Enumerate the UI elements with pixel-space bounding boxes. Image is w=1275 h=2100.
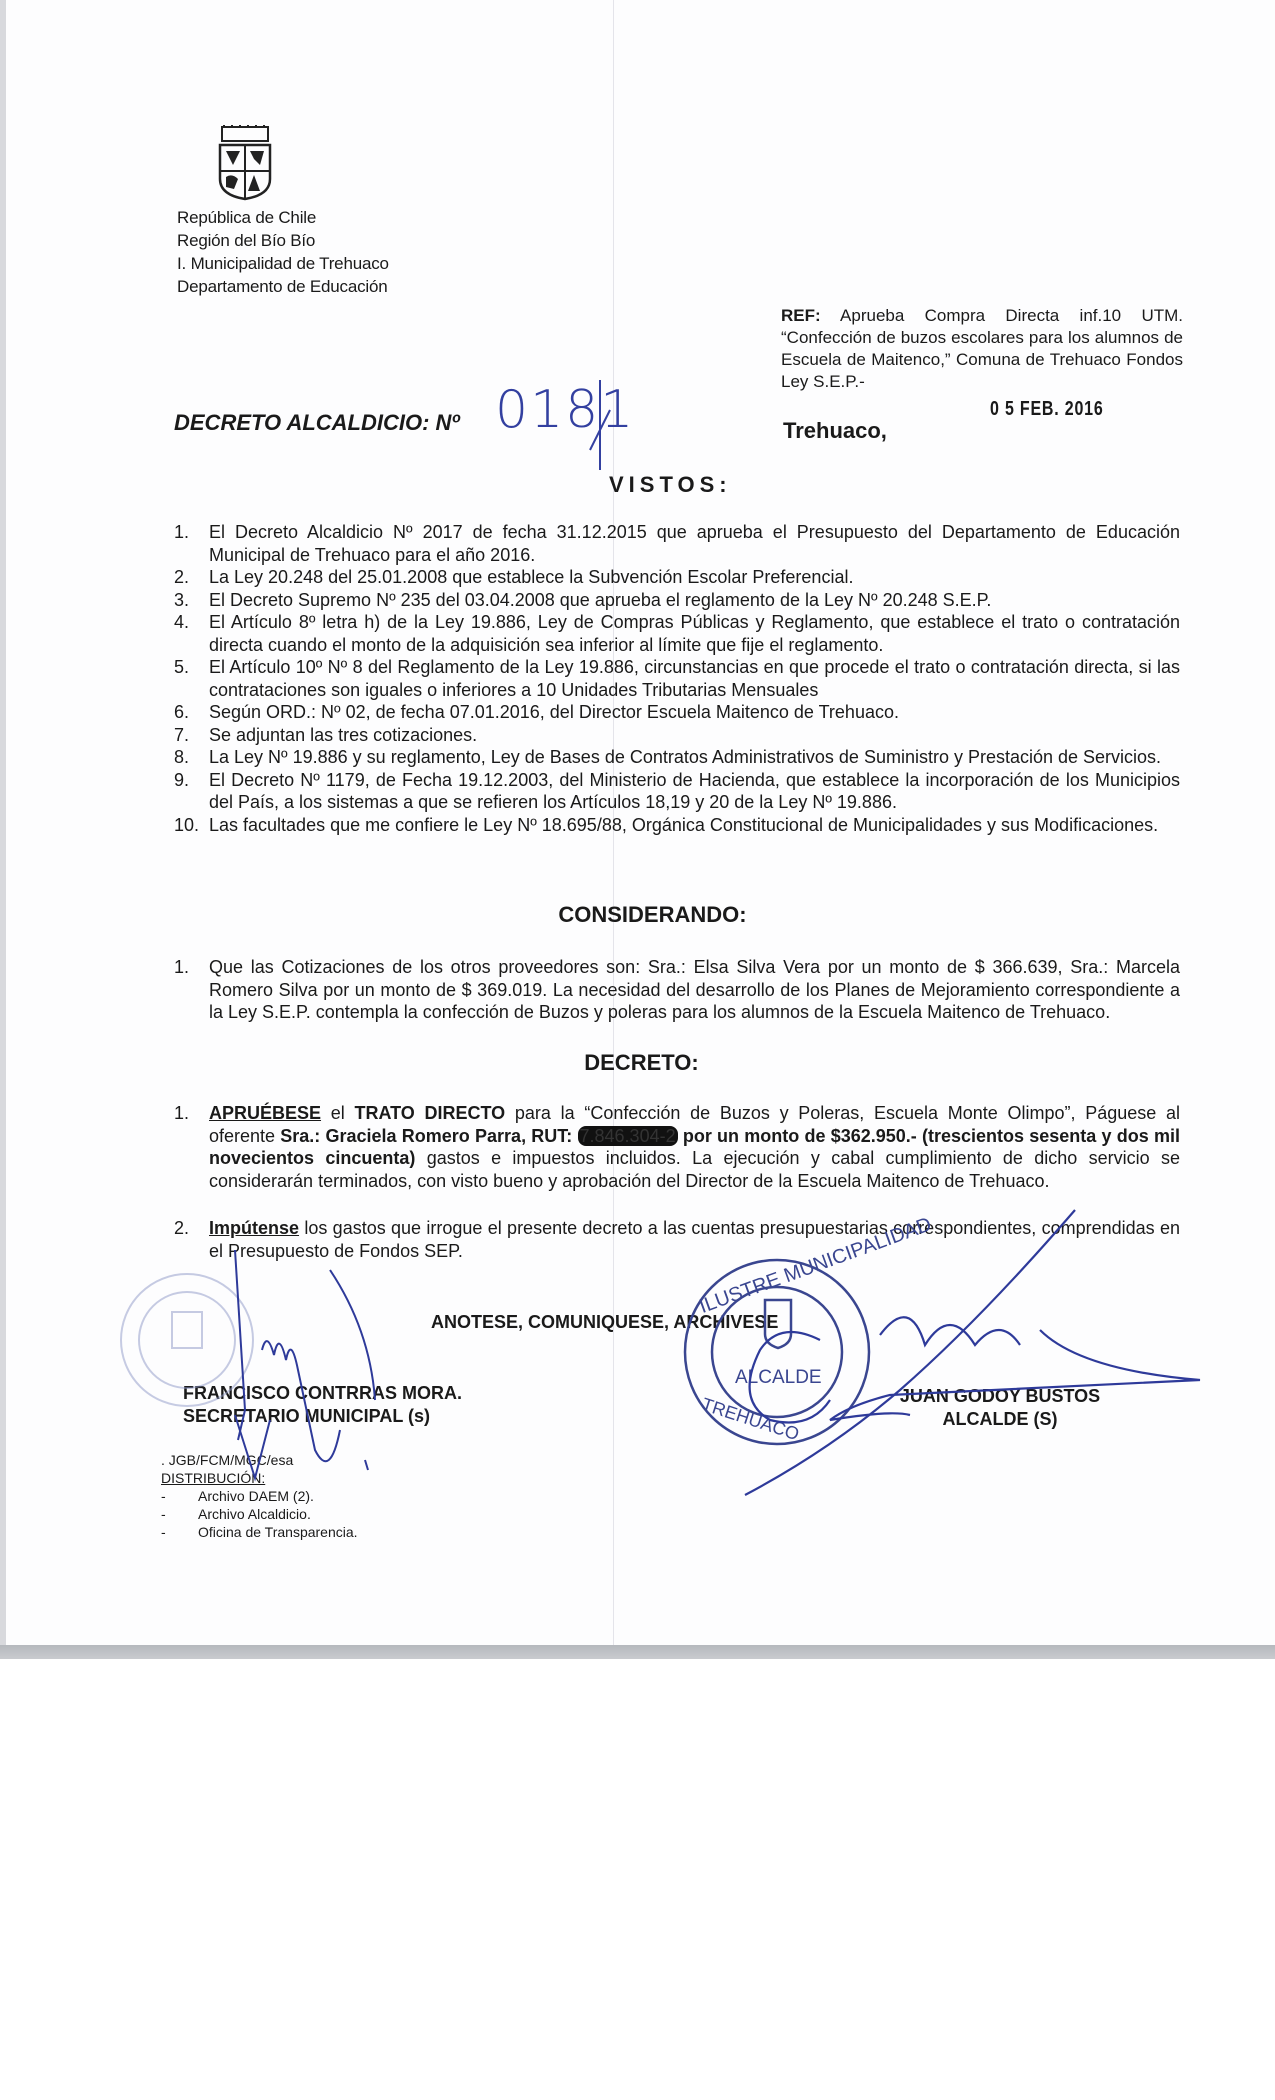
- text: gastos e impuestos incluidos. La ejecución y cabal cumplimiento de dicho servicio se considerarán terminados, con visto bueno y aprobación del Director de la Escuela Maitenco de Trehuaco.: [209, 1148, 1180, 1191]
- list-item: 2. La Ley 20.248 del 25.01.2008 que establece la Subvención Escolar Preferencial.: [174, 567, 854, 587]
- item-text: El Artículo 10º Nº 8 del Reglamento de la Ley 19.886, circunstancias en que procede el trato o contratación directa, si las contrataciones son iguales o inferiores a 10 Unidades Tributarias Mensuales: [209, 657, 1180, 700]
- list-item: 1. APRUÉBESE el TRATO DIRECTO para la “Confección de Buzos y Poleras, Escuela Monte Olimpo”, Páguese al oferente Sra.: Graciela Romero Parra, RUT: 7.846.304-2 por un monto de $362.950.- (trescientos sesenta y dos mil novecientos cincuenta) gastos e impuestos incluidos. La ejecución y cabal cumplimiento de dicho servicio se considerarán terminados, con visto bueno y aprobación del Director de la Escuela Maitenco de Trehuaco.: [174, 1103, 1180, 1191]
- signatory-title: ALCALDE (S): [942, 1409, 1058, 1429]
- considerando-heading: CONSIDERANDO:: [558, 902, 747, 927]
- header-line: Departamento de Educación: [177, 277, 388, 296]
- list-item: 6. Según ORD.: Nº 02, de fecha 07.01.2016, del Director Escuela Maitenco de Trehuaco.: [174, 702, 899, 722]
- list-item: 4. El Artículo 8º letra h) de la Ley 19.886, Ley de Compras Públicas y Reglamento, que establece el trato o contratación directa cuando el monto de la adquisición sea inferior al límite que fije el reglamento.: [174, 612, 1180, 655]
- text: por un monto de $362.950.- (trescientos sesenta y dos mil novecientos cincuenta): [209, 1125, 1180, 1168]
- item-text: Según ORD.: Nº 02, de fecha 07.01.2016, del Director Escuela Maitenco de Trehuaco.: [209, 702, 899, 722]
- reference-block: [781, 305, 1183, 393]
- distribution-item: Archivo DAEM (2).: [198, 1488, 314, 1504]
- vistos-list: [174, 521, 1180, 836]
- list-item: 8. La Ley Nº 19.886 y su reglamento, Ley de Bases de Contratos Administrativos de Suministro y Prestación de Servicios.: [174, 747, 1162, 767]
- ref-label: REF:: [781, 306, 821, 325]
- distribution-label: DISTRIBUCIÓN:: [161, 1470, 266, 1486]
- distribution-item: Oficina de Transparencia.: [198, 1524, 358, 1540]
- handwritten-decree-number: 0181: [495, 380, 636, 440]
- right-signatory: [880, 1385, 1120, 1431]
- item-text: El Decreto Supremo Nº 235 del 03.04.2008 que aprueba el reglamento de la Ley Nº 20.248 S.E.P.: [209, 589, 992, 610]
- item-text: La Ley Nº 19.886 y su reglamento, Ley de Bases de Contratos Administrativos de Suministro y Prestación de Servicios.: [209, 747, 1162, 767]
- ref-text: Aprueba Compra Directa inf.10 UTM. “Confección de buzos escolares para los alumnos de Escuela de Maitenco,” Comuna de Trehuaco Fondos Ley S.E.P.-: [781, 306, 1183, 391]
- signatory-name: FRANCISCO CONTRRAS MORA.: [183, 1383, 462, 1403]
- list-item: 9. El Decreto Nº 1179, de Fecha 19.12.2003, del Ministerio de Hacienda, que establece la incorporación de los Municipios del País, a los sistemas a que se refieren los Artículos 18,19 y 20 de la Ley Nº 19.886.: [174, 769, 1180, 812]
- redacted-rut: 7.846.304-2: [579, 1125, 676, 1146]
- coat-of-arms-logo: [214, 125, 276, 201]
- item-text: El Artículo 8º letra h) de la Ley 19.886, Ley de Compras Públicas y Reglamento, que establece el trato o contratación directa cuando el monto de la adquisición sea inferior al límite que fije el reglamento.: [209, 612, 1180, 655]
- item-text: Las facultades que me confiere le Ley Nº 18.695/88, Orgánica Constitucional de Municipalidades y sus Modificaciones.: [209, 814, 1159, 835]
- decreto-list: [174, 1102, 1180, 1262]
- vistos-heading: VISTOS:: [609, 472, 732, 497]
- scan-edge: [0, 1645, 1275, 1659]
- left-signatory: [183, 1382, 462, 1428]
- signatory-title: SECRETARIO MUNICIPAL (s): [183, 1406, 431, 1426]
- decreto-heading: DECRETO:: [584, 1050, 699, 1075]
- place: Trehuaco,: [783, 418, 887, 443]
- header-line: Región del Bío Bío: [177, 231, 316, 250]
- issuer-header: [177, 206, 389, 298]
- stamp-ring-text: ILUSTRE MUNICIPALIDAD: [696, 1213, 935, 1318]
- list-item: 1. Que las Cotizaciones de los otros proveedores son: Sra.: Elsa Silva Vera por un monto de $ 366.639, Sra.: Marcela Romero Silva por un monto de $ 369.019. La necesidad del desarrollo de los Planes de Mejoramiento correspondiente a la Ley S.E.P. contempla la confección de Buzos y poleras para los alumnos de la Escuela Maitenco de Trehuaco.: [174, 957, 1180, 1022]
- signatory-name: JUAN GODOY BUSTOS: [899, 1386, 1101, 1406]
- text: para la “Confección de Buzos y Poleras, Escuela Monte Olimpo”, Páguese al oferente: [209, 1103, 1180, 1146]
- initials: . JGB/FCM/MGC/esa: [161, 1452, 294, 1468]
- list-item: 10. Las facultades que me confiere le Ley Nº 18.695/88, Orgánica Constitucional de Municipalidades y sus Modificaciones.: [174, 814, 1159, 835]
- list-item: 7. Se adjuntan las tres cotizaciones.: [174, 724, 478, 745]
- list-item: 2. Impútense los gastos que irrogue el presente decreto a las cuentas presupuestarias correspondientes, comprendidas en el Presupuesto de Fondos SEP.: [174, 1218, 1180, 1261]
- text: el: [321, 1103, 355, 1123]
- date-stamp: 0 5 FEB. 2016: [990, 398, 1104, 420]
- stamp-center-text: ALCALDE: [735, 1367, 822, 1388]
- item-text: El Decreto Alcaldicio Nº 2017 de fecha 31.12.2015 que aprueba el Presupuesto del Departamento de Educación Municipal de Trehuaco para el año 2016.: [209, 522, 1180, 565]
- item-text: Se adjuntan las tres cotizaciones.: [209, 724, 478, 745]
- text: los gastos que irrogue el presente decreto a las cuentas presupuestarias correspondientes, comprendidas en el Presupuesto de Fondos SEP.: [209, 1218, 1180, 1261]
- footer: . JGB/FCM/MGC/esa DISTRIBUCIÓN: - Archivo DAEM (2). - Archivo Alcaldicio. - Oficina de Transparencia.: [161, 1452, 358, 1540]
- header-line: República de Chile: [177, 208, 317, 227]
- text: TRATO DIRECTO: [354, 1103, 506, 1123]
- considerando-list: [174, 956, 1180, 1024]
- item-text: La Ley 20.248 del 25.01.2008 que establece la Subvención Escolar Preferencial.: [209, 567, 854, 587]
- verb: Impútense: [209, 1218, 300, 1238]
- stamp-bottom-text: TREHUACO: [699, 1393, 802, 1445]
- list-item: 3. El Decreto Supremo Nº 235 del 03.04.2008 que aprueba el reglamento de la Ley Nº 20.248 S.E.P.: [174, 589, 992, 610]
- closing-formula: ANOTESE, COMUNIQUESE, ARCHIVESE: [431, 1312, 779, 1332]
- decree-title: DECRETO ALCALDICIO: Nº: [174, 410, 460, 435]
- verb: APRUÉBESE: [209, 1103, 322, 1123]
- header-line: I. Municipalidad de Trehuaco: [177, 254, 389, 273]
- item-text: El Decreto Nº 1179, de Fecha 19.12.2003, del Ministerio de Hacienda, que establece la incorporación de los Municipios del País, a los sistemas a que se refieren los Artículos 18,19 y 20 de la Ley Nº 19.886.: [209, 769, 1180, 812]
- distribution-item: Archivo Alcaldicio.: [198, 1506, 311, 1522]
- text: Sra.: Graciela Romero Parra, RUT:: [280, 1125, 573, 1146]
- list-item: 5. El Artículo 10º Nº 8 del Reglamento de la Ley 19.886, circunstancias en que procede el trato o contratación directa, si las contrataciones son iguales o inferiores a 10 Unidades Tributarias Mensuales: [174, 657, 1180, 700]
- list-item: 1. El Decreto Alcaldicio Nº 2017 de fecha 31.12.2015 que aprueba el Presupuesto del Departamento de Educación Municipal de Trehuaco para el año 2016.: [174, 522, 1180, 565]
- item-text: Que las Cotizaciones de los otros proveedores son: Sra.: Elsa Silva Vera por un monto de $ 366.639, Sra.: Marcela Romero Silva por un monto de $ 369.019. La necesidad del desarrollo de los Planes de Mejoramiento correspondiente a la Ley S.E.P. contempla la confección de Buzos y poleras para los alumnos de la Escuela Maitenco de Trehuaco.: [209, 957, 1180, 1022]
